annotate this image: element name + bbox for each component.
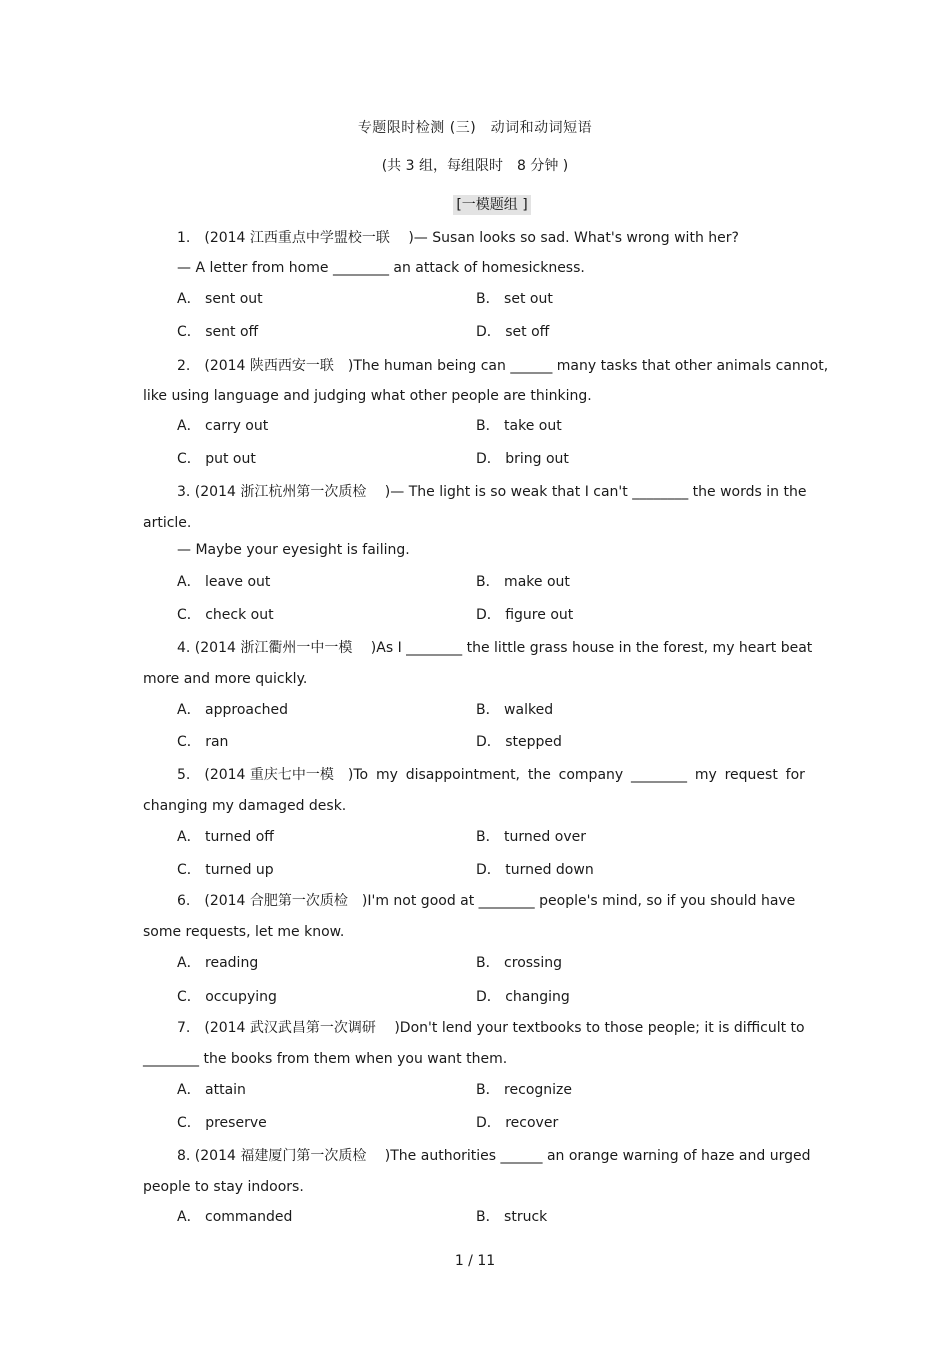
option-a: A． attain [177,1082,246,1098]
question-2-continuation: like using language and judging what other people are thinking. [143,388,592,404]
option-d: D． changing [476,989,570,1005]
question-8-continuation: people to stay indoors. [143,1179,304,1195]
question-5-word: my [694,767,717,783]
option-d: D． recover [476,1115,559,1131]
question-3-continuation: article. [143,515,192,531]
page-title: 专题限时检测 (三) 动词和动词短语 [357,120,593,136]
option-b: B． crossing [476,955,563,971]
question-5-word: request [724,767,778,783]
question-8-stem: 8. (2014 福建厦门第一次质检 )The authorities ______ an orange warning of haze and urged [177,1148,811,1164]
option-c: C． turned up [177,862,274,878]
option-d: D． stepped [476,734,562,750]
question-5-continuation: changing my damaged desk. [143,798,347,814]
option-b: B． recognize [476,1082,572,1098]
question-1-stem: 1. (2014 江西重点中学盟校一联 )— Susan looks so sad. What's wrong with her? [177,230,739,246]
question-5-word: for [785,767,805,783]
question-5-word: my [375,767,398,783]
question-4-continuation: more and more quickly. [143,671,308,687]
option-a: A． leave out [177,574,271,590]
question-3-response: — Maybe your eyesight is failing. [177,542,410,558]
option-d: D． turned down [476,862,594,878]
question-1-response: — A letter from home ________ an attack of homesickness. [177,260,585,276]
option-b: B． turned over [476,829,586,845]
option-c: C． ran [177,734,229,750]
option-c: C． sent off [177,324,259,340]
page-subtitle: (共 3 组，每组限时 8 分钟 ) [381,158,569,174]
question-5-word: the [527,767,551,783]
question-7-stem: 7. (2014 武汉武昌第一次调研 )Don't lend your textbooks to those people; it is difficult to [177,1020,805,1036]
question-2-stem: 2. (2014 陕西西安一联 )The human being can ______ many tasks that other animals cannot, [177,358,829,374]
question-3-stem: 3. (2014 浙江杭州第一次质检 )— The light is so weak that I can't ________ the words in the [177,484,807,500]
question-4-stem: 4. (2014 浙江衢州一中一模 )As I ________ the little grass house in the forest, my heart beat [177,640,813,656]
question-5-stem [177,765,805,785]
option-b: B． walked [476,702,554,718]
page-number: 1 / 11 [454,1253,496,1269]
option-c: C． put out [177,451,256,467]
group-label: [一模题组 ] [453,195,531,215]
question-7-continuation: ________ the books from them when you want them. [143,1051,508,1067]
question-6-continuation: some requests, let me know. [143,924,345,940]
option-a: A． carry out [177,418,269,434]
option-b: B． set out [476,291,553,307]
question-5-word: company [558,767,624,783]
option-b: B． make out [476,574,570,590]
option-b: B． struck [476,1209,548,1225]
option-a: A． approached [177,702,289,718]
option-a: A． reading [177,955,259,971]
option-d: D． figure out [476,607,574,623]
question-6-stem: 6. (2014 合肥第一次质检 )I'm not good at ________ people's mind, so if you should have [177,893,796,909]
option-a: A． sent out [177,291,263,307]
option-b: B． take out [476,418,562,434]
question-5-word: 5. (2014 重庆七中一模 )To [177,767,369,783]
option-a: A． turned off [177,829,274,845]
question-5-word: disappointment, [405,767,521,783]
option-a: A． commanded [177,1209,293,1225]
option-c: C． preserve [177,1115,267,1131]
option-c: C． occupying [177,989,277,1005]
option-c: C． check out [177,607,274,623]
question-5-word: ________ [631,767,688,783]
option-d: D． bring out [476,451,569,467]
option-d: D． set off [476,324,550,340]
